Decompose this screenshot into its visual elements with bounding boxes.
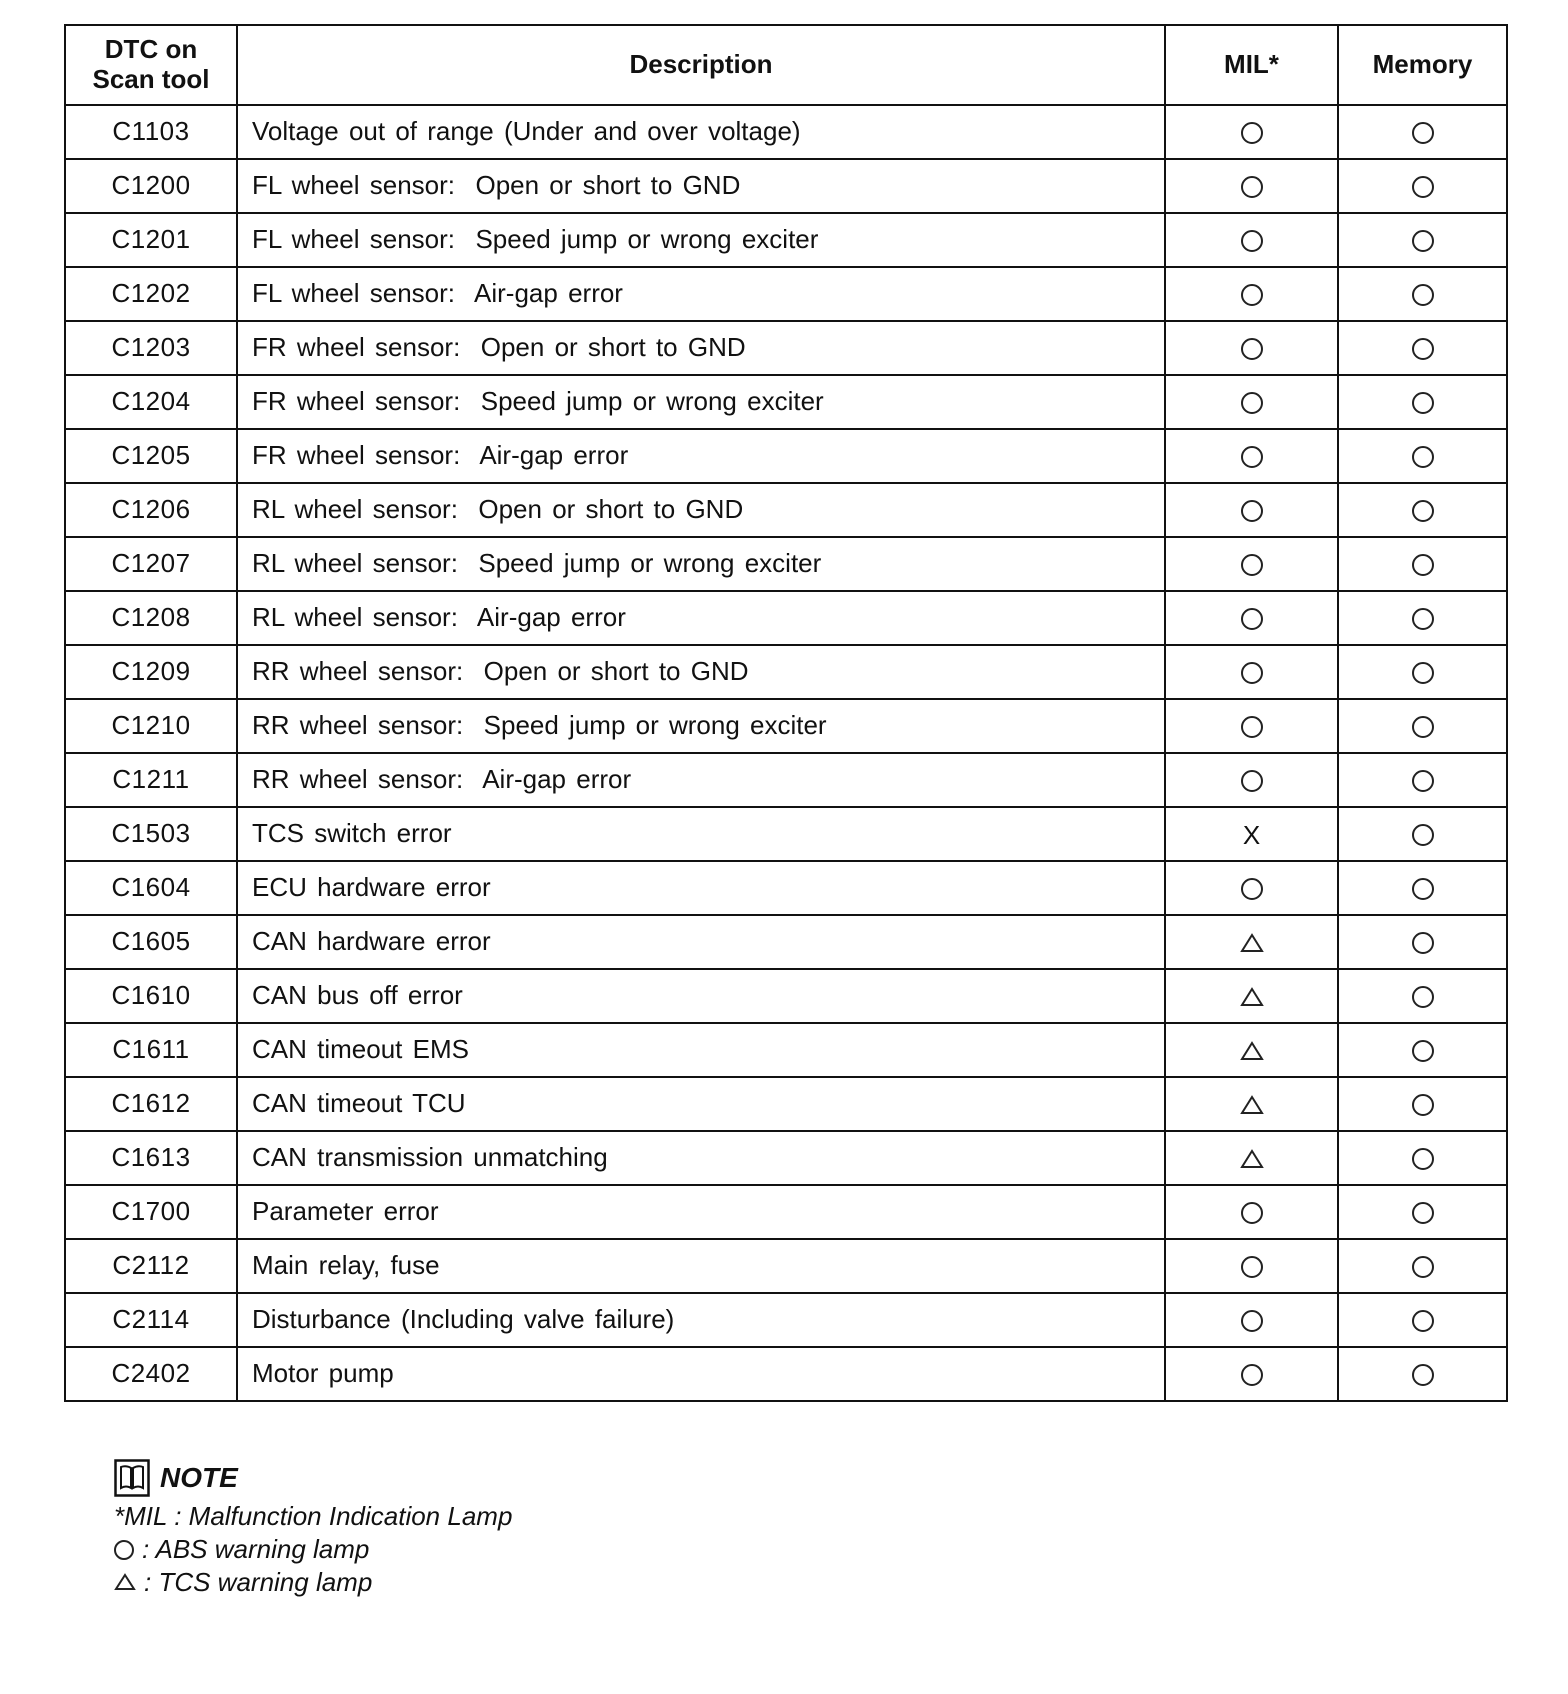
table-row xyxy=(65,969,1507,1023)
description-cell: Motor pump xyxy=(237,1347,1165,1401)
memory-circle-icon xyxy=(1412,284,1434,306)
memory-cell xyxy=(1338,159,1507,213)
memory-cell xyxy=(1338,969,1507,1023)
description-cell: CAN timeout EMS xyxy=(237,1023,1165,1077)
mil-circle-icon xyxy=(1241,608,1263,630)
dtc-code-cell: C1605 xyxy=(65,915,237,969)
memory-circle-icon xyxy=(1412,878,1434,900)
memory-circle-icon xyxy=(1412,716,1434,738)
memory-circle-icon xyxy=(1412,662,1434,684)
table-row xyxy=(65,213,1507,267)
note-line-text: : ABS warning lamp xyxy=(142,1534,370,1564)
dtc-code-cell: C2114 xyxy=(65,1293,237,1347)
mil-circle-icon xyxy=(1241,500,1263,522)
dtc-code-cell: C1211 xyxy=(65,753,237,807)
dtc-code-cell: C1209 xyxy=(65,645,237,699)
table-row xyxy=(65,537,1507,591)
legend-triangle-icon xyxy=(114,1566,136,1599)
memory-cell xyxy=(1338,753,1507,807)
mil-cell xyxy=(1165,969,1338,1023)
mil-cell xyxy=(1165,645,1338,699)
mil-cell xyxy=(1165,1293,1338,1347)
mil-triangle-icon xyxy=(1240,1095,1264,1115)
table-row xyxy=(65,699,1507,753)
dtc-code-cell: C1204 xyxy=(65,375,237,429)
mil-circle-icon xyxy=(1241,770,1263,792)
mil-cell xyxy=(1165,159,1338,213)
note-line-text: : TCS warning lamp xyxy=(144,1567,373,1597)
table-row xyxy=(65,861,1507,915)
dtc-code-cell: C1208 xyxy=(65,591,237,645)
memory-cell xyxy=(1338,105,1507,159)
header-code-line1: DTC on xyxy=(104,34,198,65)
note-header xyxy=(114,1456,1014,1500)
memory-circle-icon xyxy=(1412,770,1434,792)
description-cell: CAN hardware error xyxy=(237,915,1165,969)
dtc-code-cell: C1610 xyxy=(65,969,237,1023)
memory-circle-icon xyxy=(1412,338,1434,360)
memory-cell xyxy=(1338,213,1507,267)
table-row xyxy=(65,1023,1507,1077)
mil-circle-icon xyxy=(1241,1310,1263,1332)
description-cell: FR wheel sensor: Speed jump or wrong exciter xyxy=(237,375,1165,429)
description-cell: CAN bus off error xyxy=(237,969,1165,1023)
mil-cell xyxy=(1165,483,1338,537)
memory-circle-icon xyxy=(1412,824,1434,846)
table-row xyxy=(65,1131,1507,1185)
description-cell: Disturbance (Including valve failure) xyxy=(237,1293,1165,1347)
mil-circle-icon xyxy=(1241,392,1263,414)
mil-cell xyxy=(1165,321,1338,375)
mil-cell xyxy=(1165,105,1338,159)
memory-circle-icon xyxy=(1412,1310,1434,1332)
description-cell: Voltage out of range (Under and over voltage) xyxy=(237,105,1165,159)
description-cell: FL wheel sensor: Air-gap error xyxy=(237,267,1165,321)
memory-circle-icon xyxy=(1412,230,1434,252)
memory-cell xyxy=(1338,591,1507,645)
description-cell: RR wheel sensor: Open or short to GND xyxy=(237,645,1165,699)
dtc-code-cell: C1202 xyxy=(65,267,237,321)
description-cell: RL wheel sensor: Air-gap error xyxy=(237,591,1165,645)
description-cell: FL wheel sensor: Speed jump or wrong exciter xyxy=(237,213,1165,267)
memory-cell xyxy=(1338,1347,1507,1401)
memory-cell xyxy=(1338,915,1507,969)
memory-circle-icon xyxy=(1412,1256,1434,1278)
mil-triangle-icon xyxy=(1240,1149,1264,1169)
description-cell: FR wheel sensor: Air-gap error xyxy=(237,429,1165,483)
header-mil: MIL* xyxy=(1165,25,1338,105)
mil-circle-icon xyxy=(1241,662,1263,684)
dtc-code-cell: C1103 xyxy=(65,105,237,159)
note-title: NOTE xyxy=(160,1462,238,1493)
description-cell: ECU hardware error xyxy=(237,861,1165,915)
memory-circle-icon xyxy=(1412,446,1434,468)
note-book-icon xyxy=(114,1459,150,1497)
memory-cell xyxy=(1338,1239,1507,1293)
mil-circle-icon xyxy=(1241,230,1263,252)
table-row xyxy=(65,159,1507,213)
header-code-line2: Scan tool xyxy=(92,64,210,94)
mil-cell xyxy=(1165,591,1338,645)
table-row xyxy=(65,1185,1507,1239)
header-description: Description xyxy=(237,25,1165,105)
memory-cell xyxy=(1338,1077,1507,1131)
description-cell: RL wheel sensor: Open or short to GND xyxy=(237,483,1165,537)
header-memory: Memory xyxy=(1338,25,1507,105)
mil-cell xyxy=(1165,1185,1338,1239)
memory-circle-icon xyxy=(1412,392,1434,414)
memory-circle-icon xyxy=(1412,608,1434,630)
memory-circle-icon xyxy=(1412,1202,1434,1224)
mil-circle-icon xyxy=(1241,1364,1263,1386)
memory-circle-icon xyxy=(1412,1094,1434,1116)
memory-circle-icon xyxy=(1412,122,1434,144)
mil-circle-icon xyxy=(1241,122,1263,144)
memory-cell xyxy=(1338,267,1507,321)
dtc-code-cell: C1203 xyxy=(65,321,237,375)
mil-circle-icon xyxy=(1241,284,1263,306)
dtc-code-cell: C1200 xyxy=(65,159,237,213)
mil-circle-icon xyxy=(1241,338,1263,360)
description-cell: CAN transmission unmatching xyxy=(237,1131,1165,1185)
note-line xyxy=(114,1566,1014,1599)
note-line xyxy=(114,1533,1014,1566)
dtc-table xyxy=(64,24,1508,1402)
description-cell: RR wheel sensor: Air-gap error xyxy=(237,753,1165,807)
dtc-code-cell: C1613 xyxy=(65,1131,237,1185)
table-row xyxy=(65,267,1507,321)
memory-circle-icon xyxy=(1412,1040,1434,1062)
description-cell: FL wheel sensor: Open or short to GND xyxy=(237,159,1165,213)
memory-circle-icon xyxy=(1412,1148,1434,1170)
mil-circle-icon xyxy=(1241,554,1263,576)
mil-circle-icon xyxy=(1241,1256,1263,1278)
memory-cell xyxy=(1338,861,1507,915)
dtc-code-cell: C1206 xyxy=(65,483,237,537)
dtc-code-cell: C1205 xyxy=(65,429,237,483)
table-row xyxy=(65,915,1507,969)
table-row xyxy=(65,753,1507,807)
dtc-code-cell: C2112 xyxy=(65,1239,237,1293)
mil-circle-icon xyxy=(1241,1202,1263,1224)
table-header-row xyxy=(65,25,1507,105)
mil-cell xyxy=(1165,699,1338,753)
mil-cell xyxy=(1165,915,1338,969)
description-cell: CAN timeout TCU xyxy=(237,1077,1165,1131)
dtc-code-cell: C1207 xyxy=(65,537,237,591)
mil-cell xyxy=(1165,267,1338,321)
memory-cell xyxy=(1338,645,1507,699)
note-line xyxy=(114,1500,1014,1533)
memory-circle-icon xyxy=(1412,500,1434,522)
description-cell: TCS switch error xyxy=(237,807,1165,861)
table-row xyxy=(65,105,1507,159)
mil-circle-icon xyxy=(1241,446,1263,468)
mil-circle-icon xyxy=(1241,878,1263,900)
mil-cell xyxy=(1165,1347,1338,1401)
table-row xyxy=(65,375,1507,429)
table-row xyxy=(65,1077,1507,1131)
mil-cell xyxy=(1165,1131,1338,1185)
header-code xyxy=(65,25,237,105)
description-cell: FR wheel sensor: Open or short to GND xyxy=(237,321,1165,375)
table-row xyxy=(65,807,1507,861)
mil-cell xyxy=(1165,537,1338,591)
memory-circle-icon xyxy=(1412,932,1434,954)
table-body xyxy=(65,105,1507,1401)
description-cell: Parameter error xyxy=(237,1185,1165,1239)
table-row xyxy=(65,1239,1507,1293)
mil-cell xyxy=(1165,375,1338,429)
dtc-table-container xyxy=(64,24,1506,1402)
table-row xyxy=(65,483,1507,537)
dtc-code-cell: C1503 xyxy=(65,807,237,861)
memory-cell xyxy=(1338,807,1507,861)
dtc-code-cell: C1611 xyxy=(65,1023,237,1077)
table-row xyxy=(65,1293,1507,1347)
mil-x-mark: X xyxy=(1242,820,1261,851)
note-lines xyxy=(114,1500,1014,1599)
memory-cell xyxy=(1338,1185,1507,1239)
mil-cell xyxy=(1165,1023,1338,1077)
description-cell: RR wheel sensor: Speed jump or wrong exciter xyxy=(237,699,1165,753)
mil-cell xyxy=(1165,1239,1338,1293)
mil-triangle-icon xyxy=(1240,1041,1264,1061)
memory-circle-icon xyxy=(1412,986,1434,1008)
memory-cell xyxy=(1338,429,1507,483)
table-row xyxy=(65,321,1507,375)
description-cell: RL wheel sensor: Speed jump or wrong exciter xyxy=(237,537,1165,591)
mil-cell xyxy=(1165,807,1338,861)
mil-cell xyxy=(1165,429,1338,483)
mil-cell xyxy=(1165,753,1338,807)
dtc-code-cell: C1604 xyxy=(65,861,237,915)
legend-circle-icon xyxy=(114,1540,134,1560)
dtc-code-cell: C1700 xyxy=(65,1185,237,1239)
memory-cell xyxy=(1338,321,1507,375)
memory-cell xyxy=(1338,537,1507,591)
memory-cell xyxy=(1338,1131,1507,1185)
mil-cell xyxy=(1165,861,1338,915)
memory-cell xyxy=(1338,483,1507,537)
table-row xyxy=(65,429,1507,483)
memory-cell xyxy=(1338,375,1507,429)
memory-cell xyxy=(1338,1023,1507,1077)
note-section xyxy=(114,1456,1014,1599)
memory-cell xyxy=(1338,699,1507,753)
mil-cell xyxy=(1165,1077,1338,1131)
description-cell: Main relay, fuse xyxy=(237,1239,1165,1293)
memory-circle-icon xyxy=(1412,554,1434,576)
mil-circle-icon xyxy=(1241,176,1263,198)
dtc-code-cell: C1210 xyxy=(65,699,237,753)
note-line-text: *MIL : Malfunction Indication Lamp xyxy=(114,1501,513,1531)
mil-triangle-icon xyxy=(1240,987,1264,1007)
table-row xyxy=(65,591,1507,645)
mil-cell xyxy=(1165,213,1338,267)
dtc-code-cell: C2402 xyxy=(65,1347,237,1401)
memory-cell xyxy=(1338,1293,1507,1347)
table-row xyxy=(65,645,1507,699)
dtc-code-cell: C1201 xyxy=(65,213,237,267)
memory-circle-icon xyxy=(1412,176,1434,198)
mil-triangle-icon xyxy=(1240,933,1264,953)
mil-circle-icon xyxy=(1241,716,1263,738)
memory-circle-icon xyxy=(1412,1364,1434,1386)
dtc-code-cell: C1612 xyxy=(65,1077,237,1131)
table-row xyxy=(65,1347,1507,1401)
